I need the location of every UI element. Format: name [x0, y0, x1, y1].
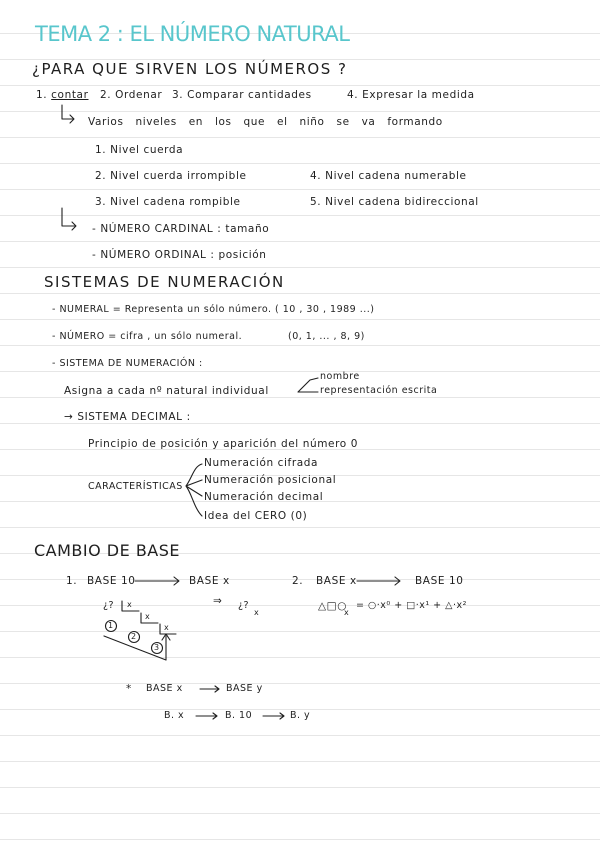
ordinal-note: - NÚMERO ORDINAL : posición — [92, 249, 267, 261]
chain-arrow — [196, 713, 217, 719]
chain-item: B. y — [290, 710, 311, 721]
division-divisor: x — [164, 623, 170, 632]
chain-item: B. 10 — [225, 710, 253, 721]
levels-intro: Varios niveles en los que el niño se va formando — [88, 116, 443, 128]
caracteristicas-label: CARACTERÍSTICAS — [88, 481, 183, 492]
step2-arrow — [357, 577, 400, 585]
systems-heading: SISTEMAS DE NUMERACIÓN — [44, 273, 285, 291]
cardinal-note: - NÚMERO CARDINAL : tamaño — [92, 223, 270, 235]
use-2-number: 2. — [100, 89, 112, 101]
caracteristica-item: Numeración decimal — [204, 491, 324, 503]
principio-text: Principio de posición y aparición del número 0 — [88, 438, 359, 450]
use-3-number: 3. — [172, 89, 184, 101]
asigna-text: Asigna a cada nº natural individual — [64, 385, 269, 397]
star-from: BASE x — [146, 683, 183, 694]
sistema-definition: - SISTEMA DE NUMERACIÓN : — [52, 358, 203, 369]
level-item: 3. Nivel cadena rompible — [95, 196, 241, 208]
remainder-circle — [106, 621, 117, 632]
branch-representacion: representación escrita — [320, 385, 438, 396]
use-4-label: Expresar la medida — [362, 89, 475, 101]
branch-lines — [298, 378, 318, 392]
decimal-heading: → SISTEMA DECIMAL : — [64, 411, 191, 423]
use-1-label: contar — [51, 89, 89, 101]
use-4-number: 4. — [347, 89, 359, 101]
branch-nombre: nombre — [320, 371, 360, 382]
star-arrow — [200, 686, 219, 692]
step1-arrow — [135, 577, 179, 585]
use-3-label: Comparar cantidades — [187, 89, 312, 101]
caracteristica-item: Idea del CERO (0) — [204, 510, 308, 522]
chain-item: B. x — [164, 710, 185, 721]
step2-to: BASE 10 — [415, 575, 464, 587]
level-item: 1. Nivel cuerda — [95, 144, 184, 156]
division-divisor: x — [145, 612, 151, 621]
star-to: BASE y — [226, 683, 263, 694]
step2-from: BASE x — [316, 575, 357, 587]
remainder-mark: 2 — [131, 632, 137, 641]
star-mark: * — [126, 683, 132, 695]
numero-examples: (0, 1, ... , 8, 9) — [288, 331, 365, 342]
numero-definition: - NÚMERO = cifra , un sólo numeral. — [52, 331, 243, 342]
implies-arrow: ⇒ — [213, 595, 223, 607]
division-divisor: x — [127, 600, 133, 609]
chain-arrow — [263, 713, 284, 719]
result-question: ¿? — [238, 600, 250, 611]
step1-number: 1. — [66, 575, 78, 587]
remainder-circle — [152, 643, 163, 654]
division-bracket — [141, 613, 158, 623]
level-item: 4. Nivel cadena numerable — [310, 170, 467, 182]
use-2-label: Ordenar — [115, 89, 163, 101]
page-title: TEMA 2 : EL NÚMERO NATURAL — [35, 22, 350, 46]
question-heading: ¿PARA QUE SIRVEN LOS NÚMEROS ? — [32, 60, 348, 78]
hook-arrow — [62, 105, 74, 123]
formula-base-subscript: x — [344, 608, 350, 617]
remainder-mark: 1 — [108, 621, 114, 630]
formula-expansion: = ○·x⁰ + □·x¹ + △·x² — [356, 600, 467, 611]
remainder-circle — [129, 632, 140, 643]
step1-to: BASE x — [189, 575, 230, 587]
result-base-subscript: x — [254, 608, 260, 617]
step2-number: 2. — [292, 575, 304, 587]
division-bracket — [122, 601, 139, 611]
caracteristica-item: Numeración cifrada — [204, 457, 319, 469]
level-item: 2. Nivel cuerda irrompible — [95, 170, 247, 182]
hook-arrow — [62, 208, 76, 230]
use-1-number: 1. — [36, 89, 48, 101]
base-heading: CAMBIO DE BASE — [34, 541, 180, 560]
remainder-mark: 3 — [154, 643, 160, 652]
numeral-definition: - NUMERAL = Representa un sólo número. ( 10 , 30 , 1989 ...) — [52, 304, 375, 315]
formula-digits: △□○ — [318, 600, 347, 612]
division-question: ¿? — [103, 600, 115, 611]
step1-from: BASE 10 — [87, 575, 136, 587]
characteristics-bracket — [186, 464, 202, 516]
level-item: 5. Nivel cadena bidireccional — [310, 196, 479, 208]
division-bracket — [160, 624, 176, 634]
read-arrow — [104, 634, 170, 660]
caracteristica-item: Numeración posicional — [204, 474, 337, 486]
